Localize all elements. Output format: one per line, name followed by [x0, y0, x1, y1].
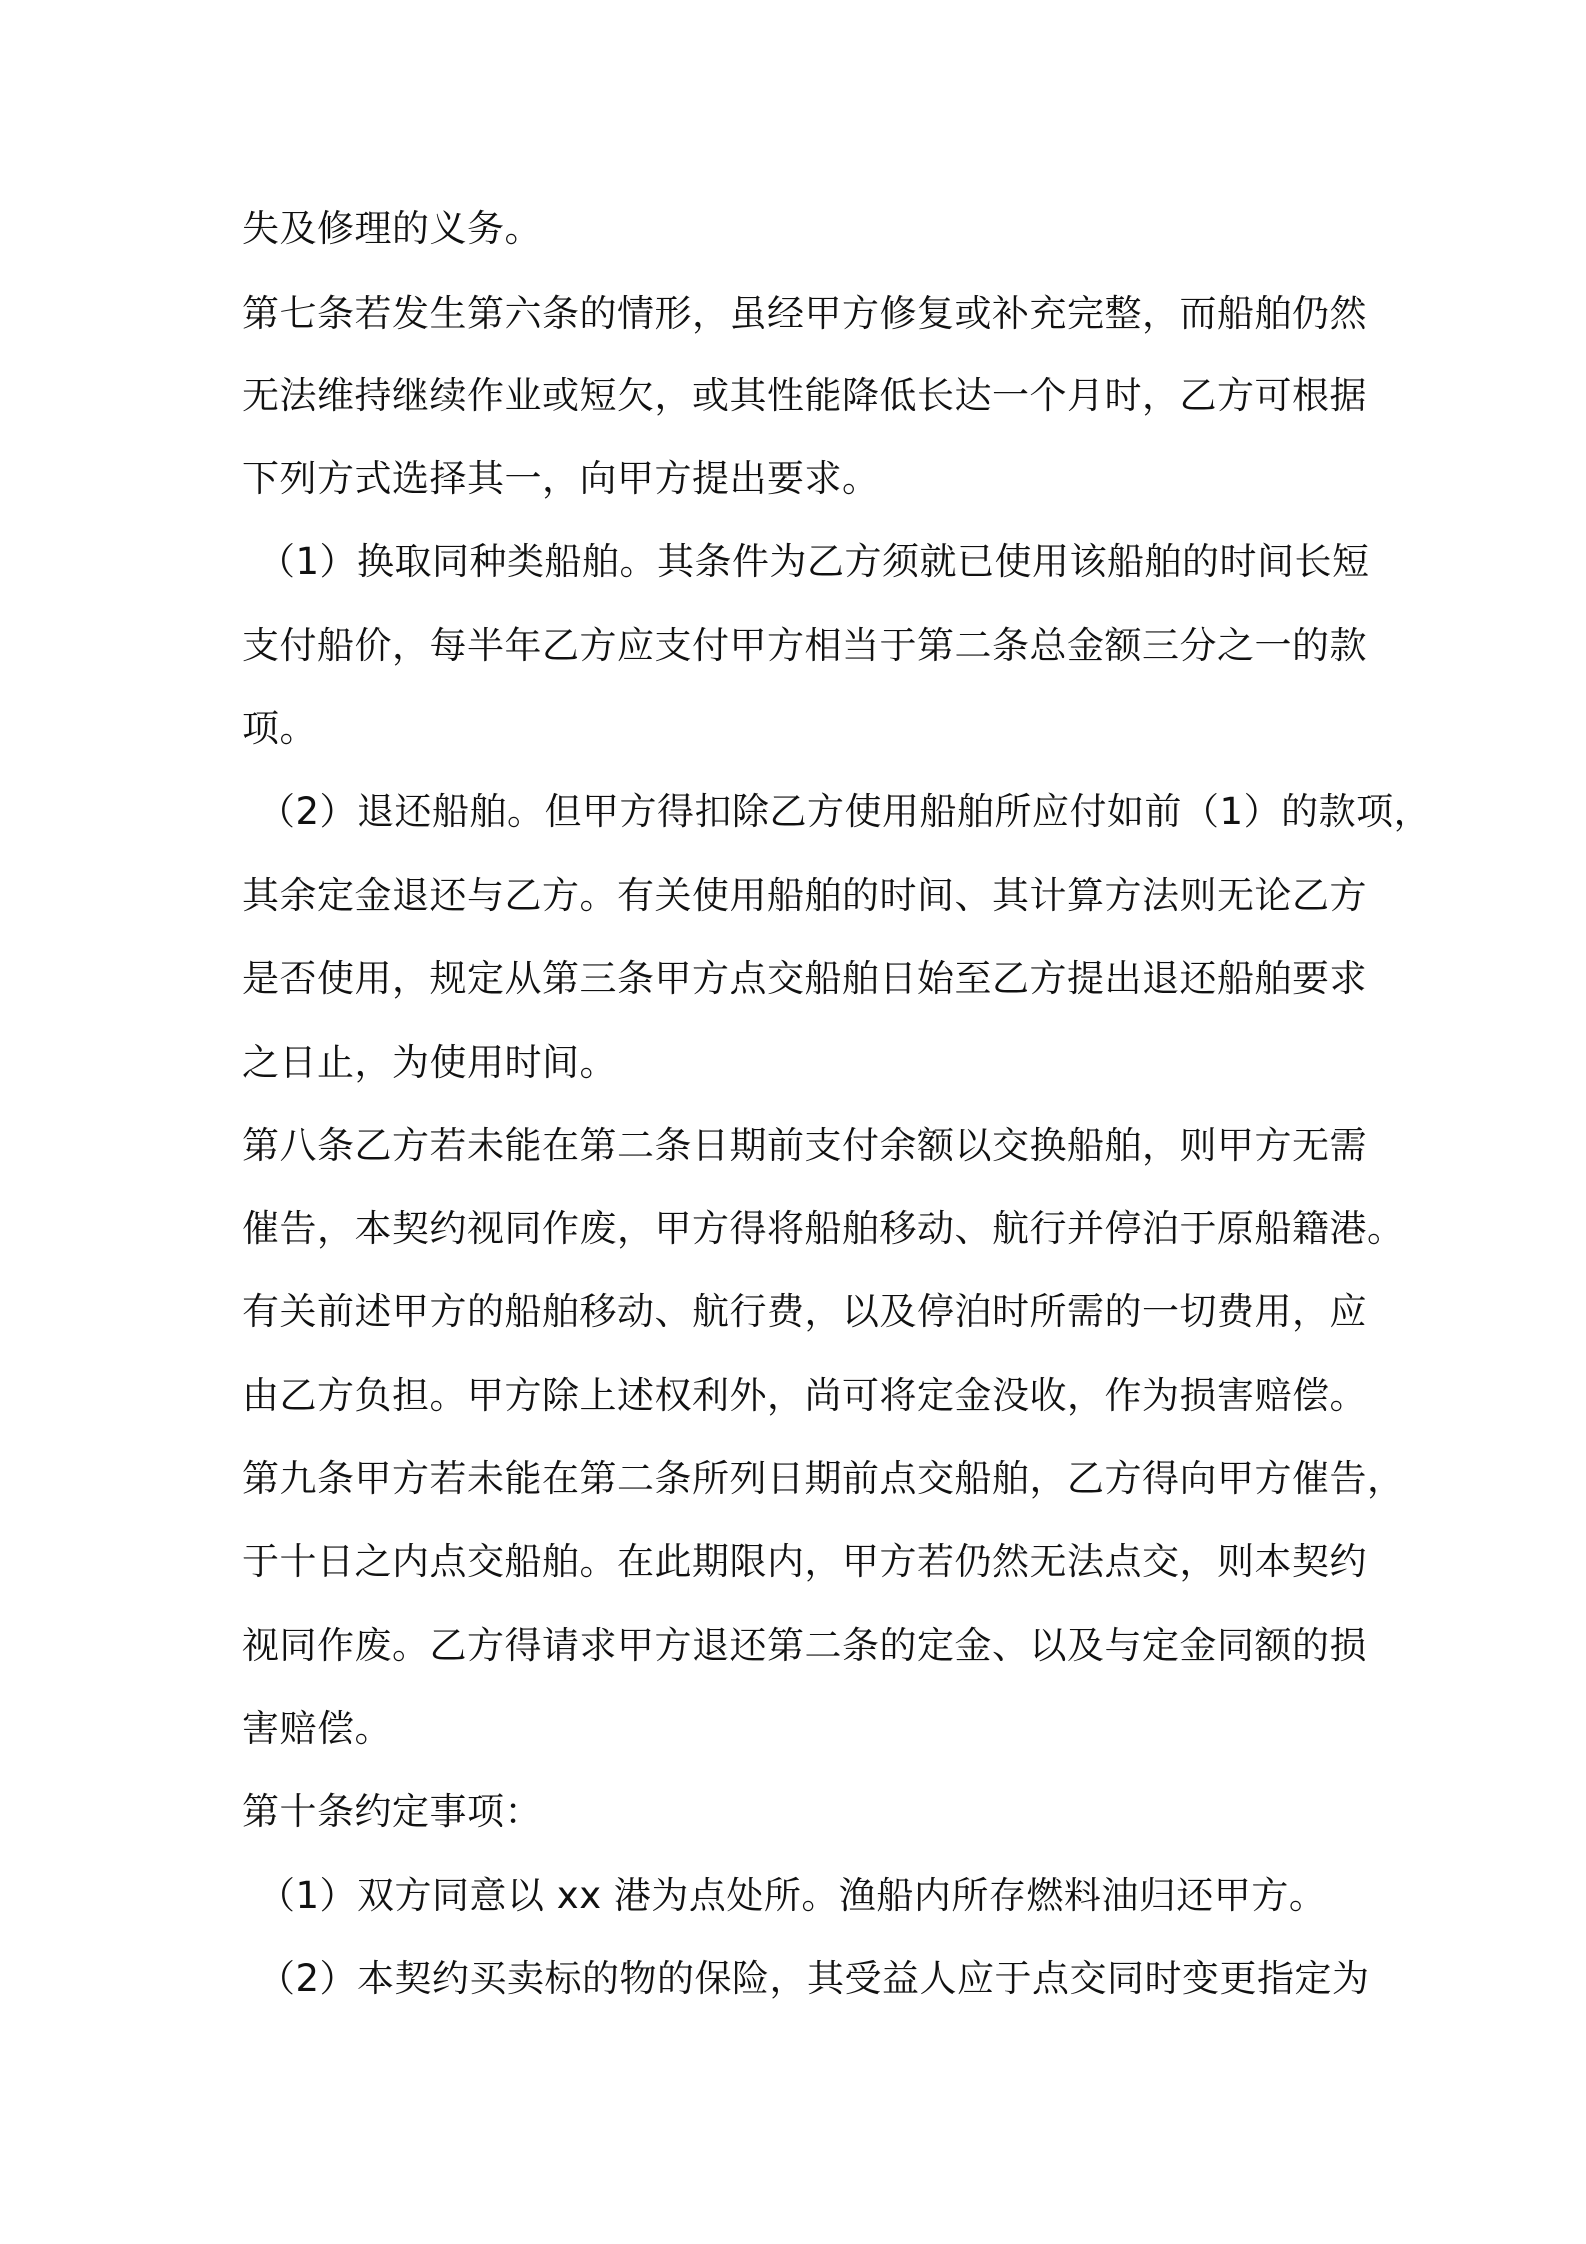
text-line-6: 支付船价，每半年乙方应支付甲方相当于第二条总金额三分之一的款 — [242, 624, 1367, 667]
text-line-21: （1）双方同意以 xx 港为点处所。渔船内所存燃料油归还甲方。 — [258, 1874, 1327, 1917]
text-line-12: 第八条乙方若未能在第二条日期前支付余额以交换船舶，则甲方无需 — [242, 1124, 1367, 1167]
text-line-16: 第九条甲方若未能在第二条所列日期前点交船舶，乙方得向甲方催告， — [242, 1457, 1405, 1500]
text-line-5: （1）换取同种类船舶。其条件为乙方须就已使用该船舶的时间长短 — [258, 540, 1370, 583]
text-line-4: 下列方式选择其一，向甲方提出要求。 — [242, 457, 880, 500]
text-line-19: 害赔偿。 — [242, 1707, 392, 1750]
text-line-7: 项。 — [242, 707, 317, 750]
text-line-15: 由乙方负担。甲方除上述权利外，尚可将定金没收，作为损害赔偿。 — [242, 1374, 1367, 1417]
text-line-20: 第十条约定事项： — [242, 1790, 542, 1833]
text-line-10: 是否使用，规定从第三条甲方点交船舶日始至乙方提出退还船舶要求 — [242, 957, 1367, 1000]
text-line-22: （2）本契约买卖标的物的保险，其受益人应于点交同时变更指定为 — [258, 1957, 1370, 2000]
text-line-11: 之日止，为使用时间。 — [242, 1041, 617, 1084]
text-line-17: 于十日之内点交船舶。在此期限内，甲方若仍然无法点交，则本契约 — [242, 1540, 1367, 1583]
text-line-18: 视同作废。乙方得请求甲方退还第二条的定金、以及与定金同额的损 — [242, 1624, 1367, 1667]
text-line-3: 无法维持继续作业或短欠，或其性能降低长达一个月时，乙方可根据 — [242, 374, 1367, 417]
text-line-2: 第七条若发生第六条的情形，虽经甲方修复或补充完整，而船舶仍然 — [242, 292, 1367, 335]
text-line-8: （2）退还船舶。但甲方得扣除乙方使用船舶所应付如前（1）的款项， — [258, 790, 1432, 833]
text-line-14: 有关前述甲方的船舶移动、航行费，以及停泊时所需的一切费用，应 — [242, 1290, 1367, 1333]
text-line-13: 催告，本契约视同作废，甲方得将船舶移动、航行并停泊于原船籍港。 — [242, 1207, 1405, 1250]
text-line-9: 其余定金退还与乙方。有关使用船舶的时间、其计算方法则无论乙方 — [242, 874, 1367, 917]
text-line-1: 失及修理的义务。 — [242, 207, 542, 250]
